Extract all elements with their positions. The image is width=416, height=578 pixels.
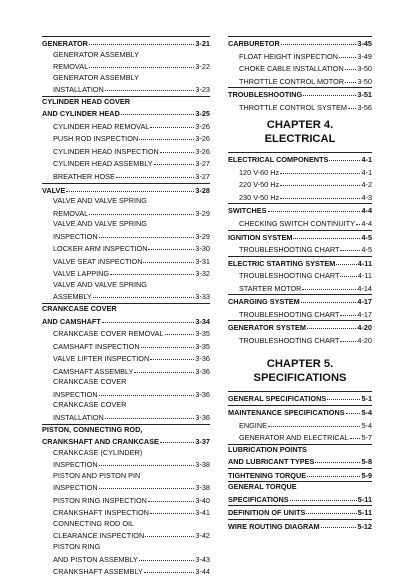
- toc-entry-title: INSPECTION: [53, 460, 98, 470]
- toc-entry-title: VALVE LAPPING: [53, 269, 110, 279]
- toc-page-number: 3-36: [195, 412, 210, 422]
- toc-entry-title: LOCKER ARM INSPECTION: [53, 244, 148, 254]
- leader-dots: [321, 520, 357, 528]
- leader-dots: [350, 431, 361, 439]
- toc-subsection-entry[interactable]: [42, 50, 210, 73]
- toc-page-number: 3-36: [195, 389, 210, 399]
- leader-dots: [148, 494, 194, 502]
- toc-entry-title: TROUBLESHOOTING CHART: [239, 335, 340, 345]
- leader-dots: [336, 257, 357, 265]
- toc-page-number: 4-17: [357, 309, 372, 319]
- leader-dots: [345, 62, 357, 70]
- leader-dots: [345, 75, 356, 83]
- leader-dots: [99, 230, 195, 238]
- toc-section-entry[interactable]: [42, 424, 210, 448]
- toc-page-number: 5-12: [357, 521, 372, 531]
- toc-section-entry[interactable]: [228, 256, 372, 270]
- toc-entry-title: VALVE AND VALVE SPRING: [53, 219, 147, 229]
- toc-page-number: 3-45: [357, 39, 372, 48]
- toc-subsection-entry[interactable]: [228, 334, 372, 347]
- chapter-5-title: CHAPTER 5.: [266, 358, 334, 371]
- toc-section-entry[interactable]: [228, 505, 372, 519]
- toc-entry-title: CHARGING SYSTEM: [228, 297, 300, 307]
- toc-page-number: 3-32: [195, 269, 210, 279]
- toc-page-number: 4-1: [361, 167, 372, 177]
- leader-dots: [293, 231, 360, 239]
- toc-section-entry[interactable]: [42, 183, 210, 197]
- leader-dots: [141, 340, 195, 348]
- leader-dots: [268, 204, 361, 212]
- toc-subsection-entry[interactable]: [42, 196, 210, 219]
- leader-dots: [280, 178, 360, 186]
- toc-section-entry[interactable]: [228, 320, 372, 334]
- toc-entry-title: CAMSHAFT ASSEMBLY: [53, 366, 134, 376]
- toc-entry-title: TROUBLESHOOTING CHART: [239, 245, 340, 255]
- toc-entry-title: 220 V-50 Hz: [239, 180, 280, 190]
- toc-subsection-entry[interactable]: [228, 282, 372, 295]
- toc-entry-title: CYLINDER HEAD ASSEMBLY: [53, 159, 153, 169]
- leader-dots: [327, 392, 360, 400]
- toc-entry-title: CRANKSHAFT AND CRANKCASE: [42, 437, 159, 447]
- toc-entry-title: DEFINITION OF UNITS: [228, 508, 306, 518]
- toc-subsection-entry[interactable]: [42, 340, 210, 353]
- leader-dots: [148, 242, 194, 250]
- leader-dots: [307, 321, 356, 329]
- toc-page-number: 3-56: [357, 102, 372, 112]
- toc-entry-title: PISTON RING INSPECTION: [53, 495, 147, 505]
- toc-page-number: 4-4: [361, 206, 372, 216]
- toc-chapter3-continued: [228, 36, 372, 113]
- toc-page-number: 4-5: [361, 245, 372, 255]
- leader-dots: [154, 157, 195, 165]
- leader-dots: [348, 101, 356, 109]
- toc-page-number: 3-41: [195, 508, 210, 518]
- leader-dots: [93, 290, 195, 298]
- leader-dots: [139, 553, 195, 561]
- toc-page-number: 3-29: [195, 231, 210, 241]
- toc-page-number: 3-26: [195, 146, 210, 156]
- toc-entry-title: VALVE: [42, 185, 66, 195]
- toc-entry-title: AND CYLINDER HEAD: [42, 109, 120, 119]
- leader-dots: [340, 308, 356, 316]
- toc-page-number: 3-51: [357, 90, 372, 100]
- toc-section-entry[interactable]: [42, 36, 210, 50]
- toc-page-number: 4-3: [361, 192, 372, 202]
- toc-entry-title: PISTON, CONNECTING ROD,: [42, 424, 143, 434]
- toc-subsection-entry[interactable]: [42, 280, 210, 303]
- leader-dots: [315, 455, 360, 463]
- toc-entry-title: PISTON RING: [53, 541, 101, 551]
- leader-dots: [306, 506, 356, 514]
- toc-entry-title: VALVE AND VALVE SPRING: [53, 279, 147, 289]
- toc-page-number: 3-49: [357, 51, 372, 61]
- toc-entry-title: CRANKCASE COVER REMOVAL: [53, 329, 164, 339]
- toc-entry-title: INSPECTION: [53, 483, 98, 493]
- toc-entry-title: AND PISTON ASSEMBLY: [53, 554, 138, 564]
- toc-entry-title: CRANKSHAFT INSPECTION: [53, 508, 149, 518]
- toc-section-entry[interactable]: [228, 481, 372, 505]
- toc-page-number: 5-8: [361, 457, 372, 467]
- toc-subsection-entry[interactable]: [42, 365, 210, 378]
- toc-page-number: 3-28: [195, 185, 210, 195]
- toc-section-entry[interactable]: [228, 203, 372, 217]
- toc-chapter5-list: [228, 391, 372, 532]
- toc-page-number: 5-11: [357, 494, 372, 504]
- leader-dots: [356, 217, 361, 225]
- leader-dots: [340, 269, 357, 277]
- toc-entry-title: SPECIFICATIONS: [228, 494, 289, 504]
- leader-dots: [66, 184, 194, 192]
- toc-page-number: 4-11: [357, 271, 372, 281]
- toc-section-entry[interactable]: [228, 468, 372, 482]
- toc-page-number: 5-1: [361, 394, 372, 404]
- toc-entry-title: CRANKCASE COVER: [42, 304, 117, 314]
- toc-page-number: 4-1: [361, 155, 372, 165]
- toc-page-number: 3-26: [195, 121, 210, 131]
- leader-dots: [89, 37, 194, 45]
- toc-page-number: 5-4: [361, 420, 372, 430]
- toc-section-entry[interactable]: [228, 444, 372, 468]
- leader-dots: [110, 267, 194, 275]
- toc-entry-title: ENGINE: [239, 420, 267, 430]
- toc-entry-title: THROTTLE CONTROL SYSTEM: [239, 102, 347, 112]
- toc-entry-title: PUSH ROD INSPECTION: [53, 134, 139, 144]
- toc-entry-title: MAINTENANCE SPECIFICATIONS: [228, 408, 345, 418]
- leader-dots: [134, 365, 194, 373]
- toc-subsection-entry[interactable]: [228, 308, 372, 321]
- toc-subsection-entry[interactable]: [228, 178, 372, 191]
- leader-dots: [165, 327, 195, 335]
- toc-entry-title: CRANKCASE COVER: [53, 377, 127, 387]
- toc-subsection-entry[interactable]: [42, 506, 210, 519]
- toc-entry-title: REMOVAL: [53, 62, 89, 72]
- toc-entry-title: VALVE SEAT INSPECTION: [53, 256, 143, 266]
- toc-entry-title: STARTER MOTOR: [239, 283, 302, 293]
- leader-dots: [143, 255, 194, 263]
- toc-entry-title: GENERATOR AND ELECTRICAL: [239, 433, 349, 443]
- leader-dots: [116, 170, 194, 178]
- toc-entry-title: GENERATOR ASSEMBLY: [53, 72, 139, 82]
- toc-subsection-entry[interactable]: [42, 565, 210, 578]
- leader-dots: [89, 207, 194, 215]
- toc-page-number: 5-11: [357, 508, 372, 518]
- toc-entry-title: ASSEMBLY: [53, 292, 92, 302]
- toc-entry-title: GENERATOR: [42, 39, 88, 48]
- toc-subsection-entry[interactable]: [42, 132, 210, 145]
- toc-subsection-entry[interactable]: [228, 419, 372, 432]
- toc-subsection-entry[interactable]: [42, 494, 210, 507]
- leader-dots: [150, 506, 194, 514]
- toc-entry-title: CHOKE CABLE INSTALLATION: [239, 64, 344, 74]
- toc-section-entry[interactable]: [228, 519, 372, 533]
- toc-subsection-entry[interactable]: [42, 352, 210, 365]
- toc-page-number: 5-9: [361, 470, 372, 480]
- toc-page-number: 4-14: [357, 283, 372, 293]
- toc-subsection-entry[interactable]: [42, 377, 210, 400]
- toc-page-number: 3-42: [195, 531, 210, 541]
- toc-page-number: 3-33: [195, 292, 210, 302]
- toc-entry-title: SWITCHES: [228, 206, 267, 216]
- toc-entry-title: INSTALLATION: [53, 412, 104, 422]
- toc-entry-title: CRANKCASE COVER: [53, 400, 127, 410]
- toc-subsection-entry[interactable]: [228, 217, 372, 230]
- leader-dots: [160, 435, 195, 443]
- leader-dots: [340, 243, 360, 251]
- leader-dots: [139, 132, 194, 140]
- leader-dots: [302, 282, 356, 290]
- toc-page-number: 3-30: [195, 244, 210, 254]
- toc-entry-title: GENERAL SPECIFICATIONS: [228, 394, 327, 404]
- toc-entry-title: REMOVAL: [53, 208, 89, 218]
- toc-entry-title: INSPECTION: [53, 231, 98, 241]
- chapter-4-subtitle: ELECTRICAL: [264, 132, 336, 145]
- toc-entry-title: CRANKCASE (CYLINDER): [53, 447, 143, 457]
- leader-dots: [144, 565, 195, 573]
- toc-page-number: 3-38: [195, 483, 210, 493]
- toc-subsection-entry[interactable]: [42, 448, 210, 471]
- toc-page-number: 4-5: [361, 232, 372, 242]
- leader-dots: [301, 295, 357, 303]
- toc-page-number: 4-4: [361, 219, 372, 229]
- toc-section-entry[interactable]: [228, 87, 372, 101]
- toc-page-number: 3-31: [195, 256, 210, 266]
- leader-dots: [99, 388, 195, 396]
- toc-subsection-entry[interactable]: [42, 255, 210, 268]
- toc-entry-title: TROUBLESHOOTING: [228, 90, 303, 100]
- toc-page-number: 3-36: [195, 366, 210, 376]
- toc-page-number: 4-20: [357, 323, 372, 333]
- toc-entry-title: CONNECTING ROD OIL: [53, 518, 135, 528]
- toc-subsection-entry[interactable]: [42, 519, 210, 542]
- toc-entry-title: FLOAT HEIGHT INSPECTION: [239, 51, 338, 61]
- toc-subsection-entry[interactable]: [42, 170, 210, 183]
- toc-entry-title: GENERAL TORQUE: [228, 482, 297, 492]
- toc-section-entry[interactable]: [228, 405, 372, 419]
- leader-dots: [280, 191, 360, 199]
- toc-subsection-entry[interactable]: [42, 242, 210, 255]
- toc-entry-title: WIRE ROUTING DIAGRAM: [228, 521, 320, 531]
- toc-page-number: 4-11: [357, 258, 372, 268]
- toc-page-number: 3-40: [195, 495, 210, 505]
- toc-section-entry[interactable]: [228, 230, 372, 244]
- leader-dots: [307, 469, 360, 477]
- toc-entry-title: CARBURETOR: [228, 39, 280, 48]
- toc-page-number: 3-38: [195, 460, 210, 470]
- leader-dots: [340, 334, 356, 342]
- chapter-5-heading: [228, 346, 372, 391]
- toc-page-number: 3-43: [195, 554, 210, 564]
- toc-entry-title: CYLINDER HEAD INSPECTION: [53, 146, 159, 156]
- toc-section-entry[interactable]: [228, 152, 372, 166]
- chapter-4-title: CHAPTER 4.: [266, 119, 334, 132]
- leader-dots: [280, 166, 360, 174]
- toc-subsection-entry[interactable]: [228, 431, 372, 444]
- toc-page-number: 3-35: [195, 341, 210, 351]
- toc-subsection-entry[interactable]: [42, 542, 210, 565]
- toc-page-number: 3-34: [195, 316, 210, 326]
- leader-dots: [160, 145, 195, 153]
- toc-subsection-entry[interactable]: [228, 101, 372, 114]
- toc-entry-title: GENERATOR SYSTEM: [228, 323, 306, 333]
- toc-entry-title: LUBRICATION POINTS: [228, 444, 307, 454]
- toc-entry-title: CRANKSHAFT ASSEMBLY: [53, 567, 143, 577]
- toc-page-number: 4-2: [361, 180, 372, 190]
- toc-entry-title: INSTALLATION: [53, 85, 104, 95]
- toc-entry-title: THROTTLE CONTROL MOTOR: [239, 76, 344, 86]
- chapter-5-subtitle: SPECIFICATIONS: [253, 371, 347, 384]
- leader-dots: [281, 37, 357, 45]
- toc-entry-title: CHECKING SWITCH CONTINUITY: [239, 219, 355, 229]
- toc-page-number: 4-17: [357, 297, 372, 307]
- leader-dots: [99, 481, 195, 489]
- toc-page-number: 3-23: [195, 85, 210, 95]
- toc-section-entry[interactable]: [228, 36, 372, 50]
- leader-dots: [339, 50, 356, 58]
- toc-subsection-entry[interactable]: [228, 243, 372, 256]
- leader-dots: [346, 406, 361, 414]
- leader-dots: [150, 352, 194, 360]
- toc-page-number: 5-4: [361, 408, 372, 418]
- toc-right-column: [228, 36, 372, 533]
- toc-entry-title: PISTON AND PISTON PIN: [53, 470, 141, 480]
- leader-dots: [105, 411, 195, 419]
- toc-subsection-entry[interactable]: [42, 267, 210, 280]
- toc-subsection-entry[interactable]: [228, 191, 372, 204]
- toc-subsection-entry[interactable]: [228, 269, 372, 282]
- toc-entry-title: VALVE LIFTER INSPECTION: [53, 354, 150, 364]
- toc-subsection-entry[interactable]: [228, 62, 372, 75]
- leader-dots: [121, 107, 195, 115]
- leader-dots: [105, 83, 195, 91]
- toc-page-number: 3-21: [195, 39, 210, 48]
- leader-dots: [89, 60, 194, 68]
- toc-subsection-entry[interactable]: [42, 327, 210, 340]
- toc-entry-title: CYLINDER HEAD COVER: [42, 96, 130, 106]
- toc-page-number: 3-50: [357, 76, 372, 86]
- toc-page-number: 3-22: [195, 62, 210, 72]
- toc-chapter4-list: [228, 152, 372, 346]
- toc-entry-title: AND CAMSHAFT: [42, 316, 101, 326]
- toc-page-number: 3-27: [195, 159, 210, 169]
- toc-section-entry[interactable]: [228, 391, 372, 405]
- toc-subsection-entry[interactable]: [228, 166, 372, 179]
- toc-subsection-entry[interactable]: [42, 120, 210, 133]
- toc-page-number: 3-37: [195, 437, 210, 447]
- toc-page-number: 4-20: [357, 335, 372, 345]
- toc-entry-title: AND LUBRICANT TYPES: [228, 457, 315, 467]
- toc-page-number: 3-36: [195, 354, 210, 364]
- toc-page-number: 3-44: [195, 567, 210, 577]
- leader-dots: [329, 153, 360, 161]
- leader-dots: [290, 493, 357, 501]
- toc-page-number: 3-27: [195, 172, 210, 182]
- toc-subsection-entry[interactable]: [42, 145, 210, 158]
- toc-entry-title: INSPECTION: [53, 389, 98, 399]
- toc-entry-title: TROUBLESHOOTING CHART: [239, 309, 340, 319]
- toc-subsection-entry[interactable]: [42, 400, 210, 423]
- toc-entry-title: TIGHTENING TORQUE: [228, 470, 307, 480]
- toc-page-number: 3-35: [195, 329, 210, 339]
- toc-subsection-entry[interactable]: [228, 50, 372, 63]
- leader-dots: [268, 419, 360, 427]
- toc-subsection-entry[interactable]: [42, 219, 210, 242]
- toc-left-column: [42, 36, 210, 578]
- toc-entry-title: IGNITION SYSTEM: [228, 232, 293, 242]
- toc-section-entry[interactable]: [42, 96, 210, 120]
- leader-dots: [150, 120, 194, 128]
- toc-entry-title: CYLINDER HEAD REMOVAL: [53, 121, 150, 131]
- toc-entry-title: 120 V-60 Hz: [239, 167, 280, 177]
- toc-subsection-entry[interactable]: [42, 157, 210, 170]
- toc-entry-title: 230 V-50 Hz: [239, 192, 280, 202]
- toc-entry-title: GENERATOR ASSEMBLY: [53, 49, 139, 59]
- toc-page-number: 3-26: [195, 134, 210, 144]
- leader-dots: [99, 458, 195, 466]
- leader-dots: [303, 88, 356, 96]
- toc-entry-title: TROUBLESHOOTING CHART: [239, 271, 340, 281]
- toc-entry-title: CAMSHAFT INSPECTION: [53, 341, 140, 351]
- toc-entry-title: ELECTRIC STARTING SYSTEM: [228, 258, 336, 268]
- toc-section-entry[interactable]: [42, 303, 210, 327]
- toc-subsection-entry[interactable]: [42, 73, 210, 96]
- toc-entry-title: ELECTRICAL COMPONENTS: [228, 155, 329, 165]
- toc-page-number: 5-7: [361, 433, 372, 443]
- toc-page-number: 3-29: [195, 208, 210, 218]
- chapter-4-heading: [228, 113, 372, 152]
- toc-subsection-entry[interactable]: [228, 75, 372, 88]
- toc-section-entry[interactable]: [228, 294, 372, 308]
- toc-subsection-entry[interactable]: [42, 471, 210, 494]
- leader-dots: [145, 529, 194, 537]
- leader-dots: [102, 315, 195, 323]
- toc-page-number: 3-50: [357, 64, 372, 74]
- toc-page-number: 3-25: [195, 109, 210, 119]
- toc-entry-title: CLEARANCE INSPECTION: [53, 531, 145, 541]
- toc-entry-title: BREATHER HOSE: [53, 172, 115, 182]
- toc-entry-title: VALVE AND VALVE SPRING: [53, 196, 147, 206]
